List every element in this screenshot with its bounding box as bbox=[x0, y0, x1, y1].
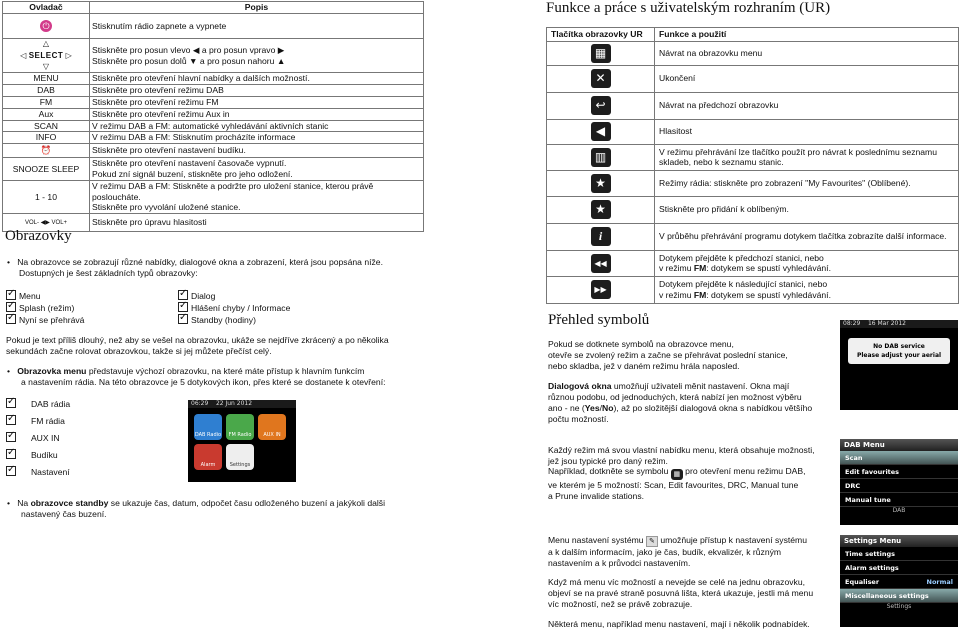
desc-volume: Stiskněte pro úpravu hlasitosti bbox=[90, 214, 424, 232]
desc-scan: V režimu DAB a FM: automatické vyhledávání aktivních stanic bbox=[90, 120, 424, 132]
standby-para: • Na obrazovce standby se ukazuje čas, datum, odpočet času odloženého buzení a jakýkoli dalši nastavený čas buzení. bbox=[7, 498, 386, 519]
key-aux: Aux bbox=[3, 108, 90, 120]
header-control: Ovladač bbox=[3, 2, 90, 14]
desc-aux: Stiskněte pro otevření režimu Aux in bbox=[90, 108, 424, 120]
book-icon: ▥ bbox=[591, 148, 611, 167]
long-text-para: Pokud je text příliš dlouhý, než aby se vešel na obrazovku, ukáže se nejdříve zkrácený a po několika sekundách začne rolovat obrazovkou, takže si jej můžete přečíst celý. bbox=[6, 335, 389, 356]
dab-menu-screen-image bbox=[840, 439, 958, 525]
key-snooze: SNOOZE SLEEP bbox=[3, 158, 90, 181]
checkbox-icon bbox=[6, 398, 16, 408]
up-arrow-icon: △ bbox=[42, 39, 50, 48]
dab-menu-item: DRC bbox=[840, 479, 958, 493]
settings-menu-item: Equaliser Normal bbox=[840, 575, 958, 589]
home-grid-icon: ▦ bbox=[591, 44, 611, 63]
obrazovky-intro: • Na obrazovce se zobrazují různé nabídky, dialogové okna a zobrazení, která jsou popsána níže. Dostupných je šest základních typů obrazovky: bbox=[7, 257, 383, 278]
key-presets: 1 - 10 bbox=[3, 180, 90, 213]
desc-fm: Stiskněte pro otevření režimu FM bbox=[90, 96, 424, 108]
desc-info: V režimu DAB a FM: Stisknutím procházíte informace bbox=[90, 132, 424, 144]
key-scan: SCAN bbox=[3, 120, 90, 132]
desc-menu: Stiskněte pro otevření hlavní nabídky a dalších možností. bbox=[90, 73, 424, 85]
alarm-cell bbox=[3, 144, 90, 158]
key-fm: FM bbox=[3, 96, 90, 108]
settings-screen-image bbox=[840, 535, 958, 627]
checkbox-icon bbox=[6, 432, 16, 442]
left-arrow-icon: ◁ bbox=[20, 50, 27, 60]
power-cell bbox=[3, 14, 90, 39]
bullet-dot: • bbox=[7, 498, 11, 508]
select-cell bbox=[3, 39, 90, 73]
ur-title: Funkce a práce s uživatelským rozhraním (UR) bbox=[546, 0, 831, 16]
checkbox-icon bbox=[178, 302, 188, 312]
types-left: ✓Menu ✓Splash (režim) ✓Nyní se přehrává bbox=[6, 290, 176, 326]
prehled-p7: Některá menu, například menu nastavení, mají i několik podnabídek. bbox=[548, 619, 810, 629]
down-tri-icon: ▼ bbox=[189, 55, 198, 66]
right-arrow-icon: ▷ bbox=[65, 50, 72, 60]
checkbox-icon bbox=[6, 466, 16, 476]
key-menu: MENU bbox=[3, 73, 90, 85]
menu-para: • Obrazovka menu představuje výchozí obrazovku, na které máte přístup k hlavním funkcím a nastavením rádia. Na této obrazovce je 5 dotykových ikon, přes které se dostanete k otevření: bbox=[7, 366, 386, 387]
header-description: Popis bbox=[90, 2, 424, 14]
desc-presets: V režimu DAB a FM: Stiskněte a podržte pro uložení stanice, kterou právě posloucháte. Stiskněte pro vyvolání uložené stanice. bbox=[90, 180, 424, 213]
dialog-line1: No DAB service bbox=[873, 343, 925, 350]
down-arrow-icon: ▽ bbox=[42, 61, 50, 71]
settings-tile: Settings bbox=[226, 444, 254, 470]
checkbox-icon bbox=[6, 302, 16, 312]
right-tri-icon: ▶ bbox=[277, 44, 285, 55]
eq-value: Normal bbox=[926, 578, 953, 586]
select-desc: Stiskněte pro posun vlevo ◀ a pro posun vpravo ▶ Stiskněte pro posun dolů ▼ a pro posun nahoru ▲ bbox=[90, 39, 424, 73]
star-plus-icon: ★ bbox=[591, 200, 611, 219]
desc-dab: Stiskněte pro otevření režimu DAB bbox=[90, 85, 424, 97]
aux-in-tile: AUX IN bbox=[258, 414, 286, 440]
bullet-dot: • bbox=[7, 366, 11, 376]
prehled-title: Přehled symbolů bbox=[548, 312, 650, 328]
checkbox-icon bbox=[178, 290, 188, 300]
controls-table bbox=[2, 1, 424, 232]
dab-menu-item: Manual tune bbox=[840, 493, 958, 507]
prehled-p2: Dialogová okna umožňují uživateli měnit nastavení. Okna mají různou podobu, od jednoduchých, která nabízí jen možnost výběru ano - ne (Yes/No), až po složitější dialogová okna s nabídkou většího počtu možností. bbox=[548, 381, 813, 424]
types-right: ✓Dialog ✓Hlášení chyby / Informace ✓Standby (hodiny) bbox=[178, 290, 378, 326]
forward-icon: ▶▶ bbox=[591, 280, 611, 299]
dialog-screen-image bbox=[840, 320, 958, 410]
prehled-p1: Pokud se dotknete symbolů na obrazovce menu, otevře se zvolený režim a začne se přehrávat poslední stanice, nebo skladba, jež v daném režimu hrála naposled. bbox=[548, 339, 788, 371]
screen-header: 08:29 16 Mar 2012 bbox=[840, 320, 958, 328]
prehled-p6: Když má menu víc možností a nevejde se celé na jednu obrazovku, objeví se na pravé straně posuvná lišta, která ukazuje, jestli má menu víc možností, než se právě zobrazuje. bbox=[548, 577, 814, 609]
up-tri-icon: ▲ bbox=[276, 55, 286, 66]
ur-table: Tlačítka obrazovky UR Funkce a použití ▦ Návrat na obrazovku menu ✕ Ukončení ↩ Návrat na předchozí obrazovku ◀ Hlasitost ▥ V režimu přehrávání lze tlačítko použít pro návrat k poslednímu seznamu skladeb, nebo k seznamu stanic. ★ Režimy rádia: stiskněte pro zobrazení "My Favourites" (Oblíbené). ★ Stiskněte pro přidání k oblíbeným. i V průběhu přehrávání programu dotykem tlačítka zobrazíte další informace. ◀◀ Dotykem přejděte k předchozí stanici, nebo v režimu FM: dotykem se spustí vyhledávání. ▶▶ Dotykem přejděte k následující stanici, nebo v režimu FM: dotykem se spustí vyhledávání. bbox=[546, 27, 959, 304]
rewind-icon: ◀◀ bbox=[591, 254, 611, 273]
prehled-p3: Každý režim má svou vlastní nabídku menu, která obsahuje možnosti, jež jsou typické pro daný režim. bbox=[548, 445, 815, 466]
dab-menu-icon: ▦ bbox=[671, 469, 683, 480]
volume-icon: VOL- ◀▶ VOL+ bbox=[24, 220, 68, 227]
dialog-line2: Please adjust your aerial bbox=[856, 352, 942, 359]
dab-menu-footer: DAB bbox=[892, 507, 906, 514]
checkbox-icon bbox=[6, 449, 16, 459]
dab-menu-item: Scan bbox=[840, 451, 958, 465]
back-icon: ↩ bbox=[591, 96, 611, 115]
settings-menu-item: Miscellaneous settings bbox=[840, 589, 958, 603]
left-tri-icon: ◀ bbox=[192, 44, 200, 55]
key-info: INFO bbox=[3, 132, 90, 144]
prehled-p5: Menu nastavení systému ✎ umožňuje přístup k nastavení systému a k dalším informacím, jako je čas, budík, ekvalizér, k různým nastavením a k průvodci nastavením. bbox=[548, 535, 807, 568]
checkbox-icon bbox=[6, 290, 16, 300]
ur-col1: Tlačítka obrazovky UR bbox=[547, 28, 655, 42]
power-icon: ⏻ bbox=[40, 20, 52, 32]
screen-header: 06:29 22 Jun 2012 bbox=[188, 400, 296, 408]
menu-items-list: ✓ DAB rádia ✓ FM rádia ✓ AUX IN ✓ Budíku ✓ Nastavení bbox=[6, 398, 166, 483]
settings-wrench-icon: ✎ bbox=[646, 536, 658, 547]
desc-snooze: Stiskněte pro otevření nastavení časovače vypnutí. Pokud zní signál buzení, stiskněte pro jeho odložení. bbox=[90, 158, 424, 181]
prehled-p4: Například, dotkněte se symbolu ▦ pro otevření menu režimu DAB, ve kterém je 5 možností: Scan, Edit favourites, DRC, Manual tune a Prune invalide stations. bbox=[548, 466, 806, 501]
alarm-clock-icon: ⏰ bbox=[40, 145, 52, 156]
dab-menu-title: DAB Menu bbox=[840, 439, 958, 451]
dab-radio-tile: DAB Radio bbox=[194, 414, 222, 440]
settings-menu-title: Settings Menu bbox=[840, 535, 958, 547]
star-icon: ★ bbox=[591, 174, 611, 193]
settings-menu-item: Alarm settings bbox=[840, 561, 958, 575]
alarm-tile: Alarm bbox=[194, 444, 222, 470]
speaker-icon: ◀ bbox=[591, 122, 611, 141]
settings-footer: Settings bbox=[886, 603, 912, 610]
info-icon: i bbox=[591, 227, 611, 246]
settings-menu-item: Time settings bbox=[840, 547, 958, 561]
menu-screen-image bbox=[188, 400, 296, 482]
select-label: SELECT bbox=[28, 50, 64, 60]
bullet-dot: • bbox=[7, 257, 11, 267]
ur-col2: Funkce a použití bbox=[655, 28, 959, 42]
desc-alarm: Stiskněte pro otevření nastavení budíku. bbox=[90, 144, 424, 158]
checkbox-icon bbox=[178, 314, 188, 324]
obrazovky-title: Obrazovky bbox=[5, 228, 72, 244]
close-icon: ✕ bbox=[591, 69, 611, 88]
fm-radio-tile: FM Radio bbox=[226, 414, 254, 440]
checkbox-icon bbox=[6, 314, 16, 324]
dab-menu-item: Edit favourites bbox=[840, 465, 958, 479]
power-desc: Stisknutím rádio zapnete a vypnete bbox=[90, 14, 424, 39]
checkbox-icon bbox=[6, 415, 16, 425]
key-dab: DAB bbox=[3, 85, 90, 97]
